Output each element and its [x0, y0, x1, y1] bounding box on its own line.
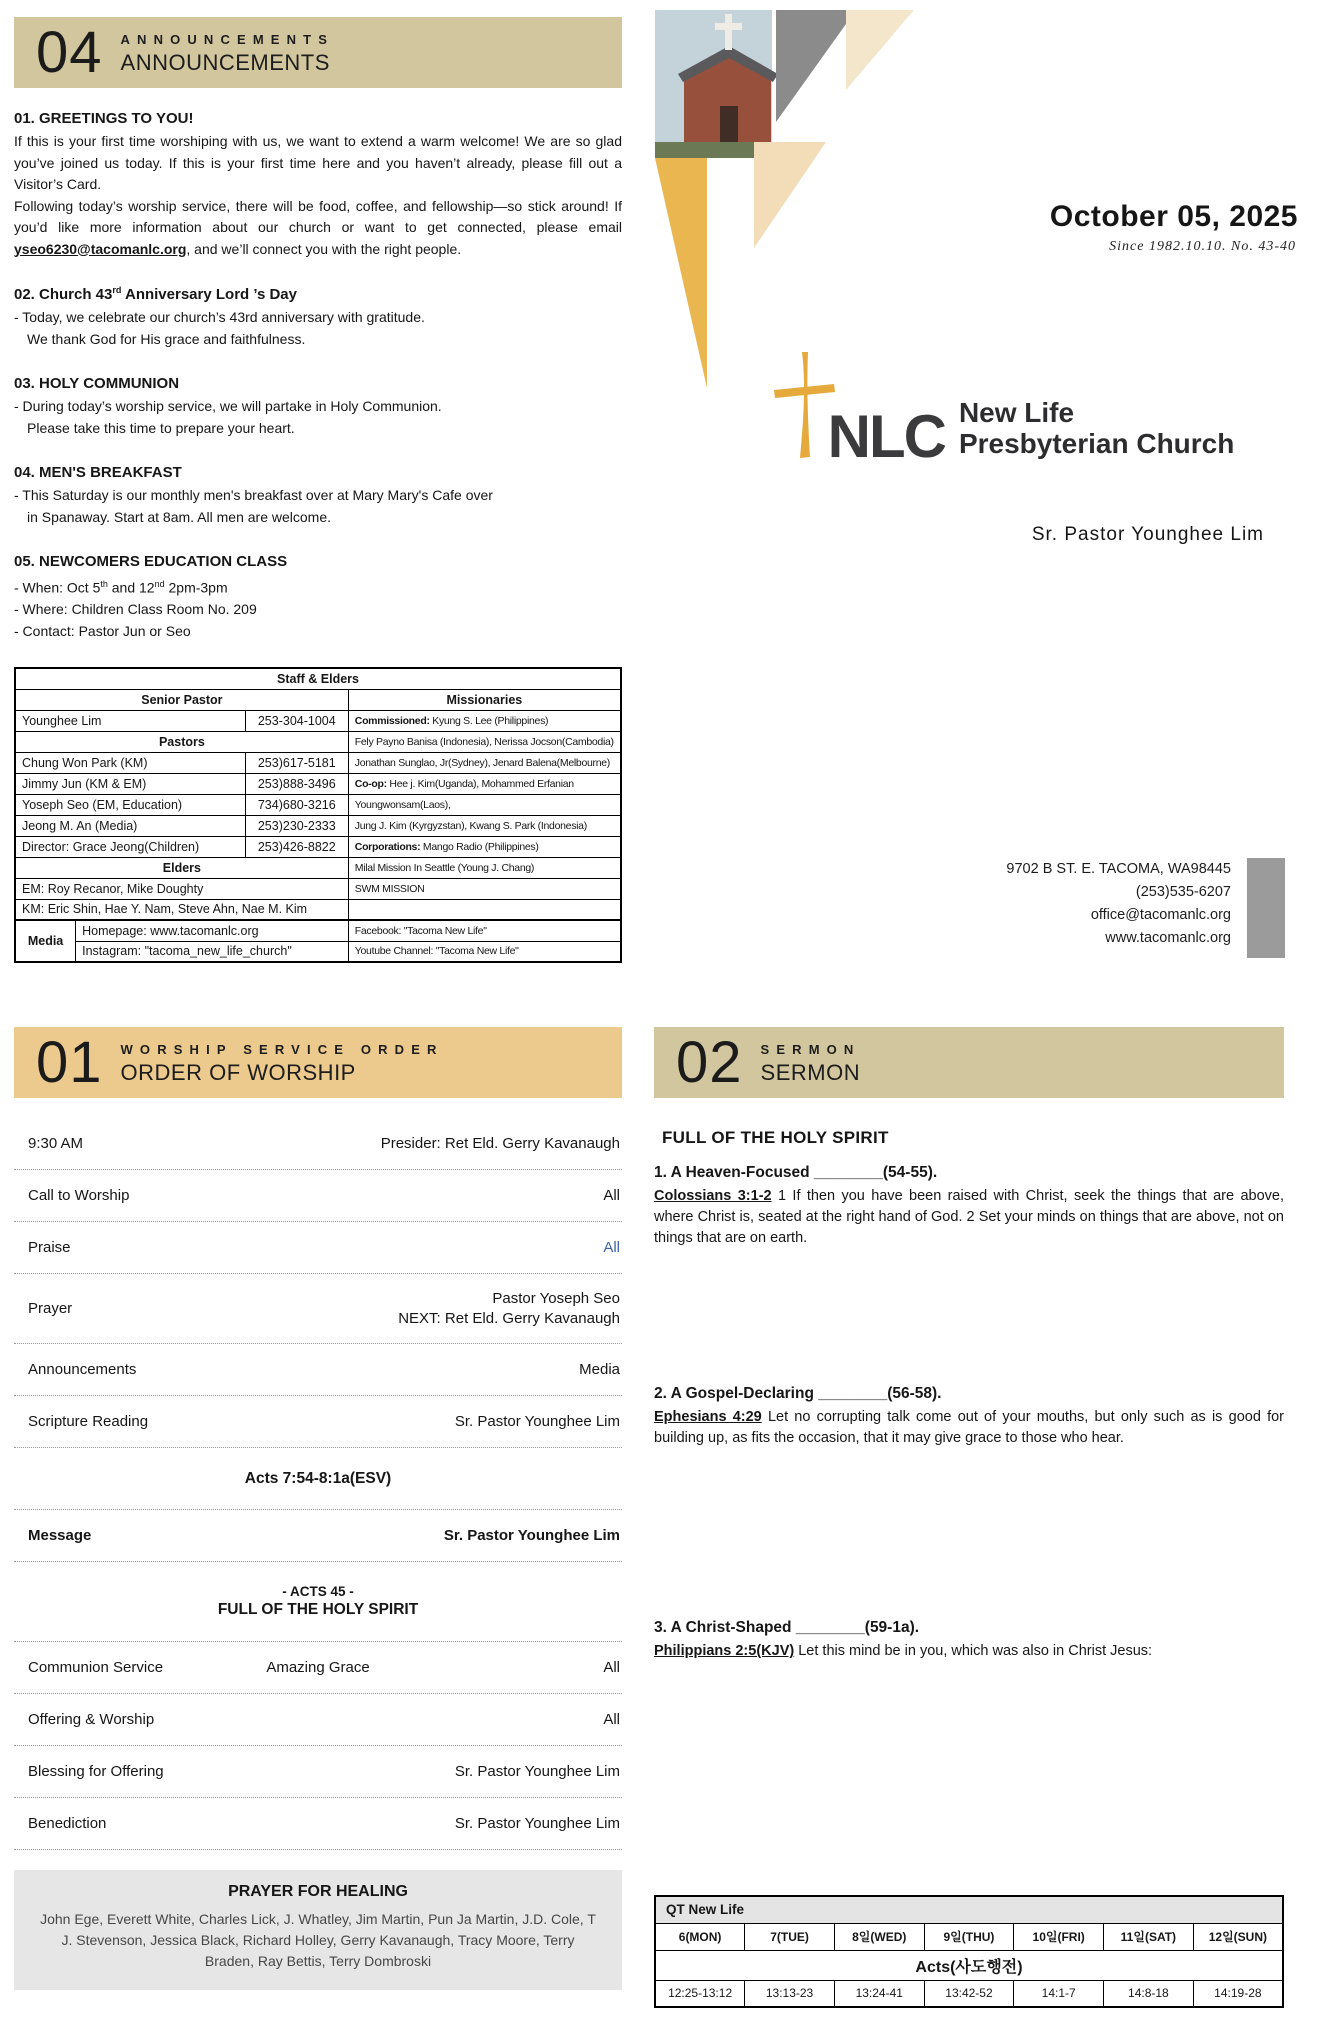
worship-item-label: Message [28, 1527, 92, 1544]
text-segment: - Where: Children Class Room No. 209 [14, 601, 257, 618]
gray-triangle [776, 10, 856, 122]
qt-days-row [655, 1923, 1283, 1950]
logo-church-name [959, 398, 1234, 462]
worship-item-label: Offering & Worship [28, 1711, 155, 1728]
announcement-title [14, 553, 622, 570]
worship-item-label: 9:30 AM [28, 1135, 84, 1152]
announcement-item [14, 285, 622, 350]
staff-table-row [15, 857, 621, 878]
staff-table-row [15, 752, 621, 773]
text-segment: , and we’ll connect you with the right people. [186, 240, 462, 257]
scripture-ref: Philippians 2:5(KJV) [654, 1643, 795, 1659]
qt-day-cell: 6(MON) [655, 1923, 745, 1950]
worship-item-label: Announcements [28, 1361, 137, 1378]
logo-abbreviation: NLC [827, 403, 945, 470]
staff-table-row [15, 794, 621, 815]
staff-table-cell: 253)230-2333 [245, 815, 348, 836]
worship-item-value: All [603, 1711, 620, 1728]
announcement-title [14, 285, 622, 303]
worship-row [14, 1448, 622, 1510]
worship-item-value: Sr. Pastor Younghee Lim [454, 1763, 620, 1780]
worship-item-label: Communion Service [28, 1659, 164, 1676]
worship-item-value: Media [579, 1361, 620, 1378]
qt-time-cell: 12:25-13:12 [655, 1980, 745, 2007]
qt-time-cell: 13:13-23 [745, 1980, 835, 2007]
prayer-title: PRAYER FOR HEALING [228, 1883, 408, 1900]
worship-item-value-line: Pastor Yoseph Seo [492, 1289, 620, 1307]
superscript-text: rd [112, 285, 122, 295]
announcement-item [14, 553, 622, 642]
staff-table-cell: SWM MISSION [348, 878, 621, 899]
section-04-banner [14, 17, 622, 88]
staff-table-cell: 253)617-5181 [245, 752, 348, 773]
staff-table-cell: Homepage: www.tacomanlc.org [76, 920, 349, 941]
qt-day-cell: 10일(FRI) [1014, 1923, 1104, 1950]
worship-row [14, 1274, 622, 1344]
staff-table-cell: KM: Eric Shin, Hae Y. Nam, Steve Ahn, Nae M. Kim [15, 899, 348, 920]
staff-table-cell: Director: Grace Jeong(Children) [15, 836, 245, 857]
order-of-worship-section [14, 1027, 622, 1990]
sermon-point [654, 1385, 1304, 1449]
section-labels [121, 1040, 444, 1086]
sermon-point [654, 1619, 1304, 1662]
announcement-text [14, 329, 622, 351]
announcement-text [14, 599, 622, 621]
section-spaced-label: ANNOUNCEMENTS [120, 31, 335, 47]
announcements-list [14, 110, 622, 642]
section-number: 01 [36, 1029, 103, 1095]
staff-table-cell: Chung Won Park (KM) [15, 752, 245, 773]
worship-item-value: Sr. Pastor Younghee Lim [454, 1815, 620, 1832]
bold-prefix: Co-op: [354, 777, 387, 790]
text-segment: Please take this time to prepare your heart. [27, 419, 295, 436]
staff-table-cell: Pastors [15, 731, 348, 752]
sermon-point-title: 1. A Heaven-Focused ________(54-55). [654, 1164, 938, 1181]
text-segment: and 12 [107, 579, 155, 596]
address-line: (253)535-6207 [1135, 884, 1231, 900]
sermon-title: FULL OF THE HOLY SPIRIT [662, 1128, 889, 1147]
worship-row [14, 1694, 622, 1746]
staff-table-cell: Yoseph Seo (EM, Education) [15, 794, 245, 815]
sermon-section [654, 1027, 1304, 2040]
staff-table-cell: Younghee Lim [15, 710, 245, 731]
text-segment: - This Saturday is our monthly men's breakfast over at Mary Mary's Cafe over [14, 487, 493, 503]
logo-line2: Presbyterian Church [958, 428, 1235, 460]
qt-day-cell: 11일(SAT) [1104, 1923, 1194, 1950]
qt-title-cell: QT New Life [655, 1896, 1283, 1923]
worship-item-value-line: NEXT: Ret Eld. Gerry Kavanaugh [398, 1309, 620, 1327]
staff-table-row [15, 731, 621, 752]
cream-triangle [846, 10, 914, 90]
announcement-title [14, 464, 622, 481]
staff-table-cell: 734)680-3216 [245, 794, 348, 815]
staff-table-cell: Jung J. Kim (Kyrgyzstan), Kwang S. Park (Indonesia) [348, 815, 621, 836]
worship-row [14, 1562, 622, 1642]
sermon-point-title: 2. A Gospel-Declaring ________(56-58). [654, 1385, 942, 1402]
section-labels [761, 1040, 861, 1086]
gold-triangle [655, 158, 707, 388]
staff-table-cell: Jimmy Jun (KM & EM) [15, 773, 245, 794]
staff-table-cell: Missionaries [348, 689, 621, 710]
qt-title-row [655, 1896, 1283, 1923]
qt-book-cell: Acts(사도행전) [655, 1950, 1283, 1980]
staff-table-cell: 253)426-8822 [245, 836, 348, 857]
staff-table-row [15, 836, 621, 857]
staff-table-cell: Youtube Channel: "Tacoma New Life" [348, 941, 621, 962]
worship-center-text: Acts 7:54-8:1a(ESV) [244, 1469, 392, 1487]
staff-table-cell: Senior Pastor [15, 689, 348, 710]
worship-row [14, 1746, 622, 1798]
staff-table-cell: Elders [15, 857, 348, 878]
bold-prefix: Commissioned: [354, 714, 430, 727]
qt-day-cell: 8일(WED) [834, 1923, 924, 1950]
announcement-item [14, 110, 622, 260]
qt-time-cell: 14:8-18 [1104, 1980, 1194, 2007]
text-segment: 01. GREETINGS TO YOU! [14, 110, 194, 127]
church-photo [655, 10, 778, 158]
prayer-for-healing-box [14, 1870, 622, 1990]
worship-row [14, 1510, 622, 1562]
staff-table-row [15, 773, 621, 794]
worship-item-value: All [603, 1659, 620, 1676]
worship-item-label: Scripture Reading [28, 1413, 149, 1430]
announcement-text [14, 418, 622, 440]
prayer-names: John Ege, Everett White, Charles Lick, J. Whatley, Jim Martin, Pun Ja Martin, J.D. Cole, T J. Stevenson, Jessica Black, Richard Holley, Gerry Kavanaugh, Tracy Moore, Terry Braden, Ray Bettis, Terry Dombroski [40, 1911, 596, 1969]
staff-elders-table [14, 667, 622, 963]
worship-row [14, 1118, 622, 1170]
announcement-text [14, 574, 622, 599]
address-lines [1006, 858, 1231, 950]
announcement-text [14, 507, 622, 529]
qt-time-cell: 13:42-52 [924, 1980, 1014, 2007]
worship-item-middle: Amazing Grace [266, 1659, 370, 1676]
email-link[interactable]: yseo6230@tacomanlc.org [14, 240, 187, 257]
staff-table-cell: Jonathan Sunglao, Jr(Sydney), Jenard Balena(Melbourne) [348, 752, 621, 773]
worship-row [14, 1170, 622, 1222]
church-address-block [1006, 858, 1304, 958]
worship-center-text: - ACTS 45 - [282, 1584, 354, 1599]
text-segment: 04. MEN'S BREAKFAST [14, 464, 182, 481]
worship-item-value: All [603, 1187, 620, 1204]
announcement-title [14, 375, 622, 392]
text-segment: 03. HOLY COMMUNION [14, 375, 180, 392]
sermon-point-body: Ephesians 4:29 Let no corrupting talk come out of your mouths, but only such as is good for building up, as fits the occasion, that it may give grace to those who hear. [654, 1409, 1284, 1446]
section-label: ORDER OF WORSHIP [120, 1059, 356, 1085]
announcement-item [14, 464, 622, 528]
announcement-text [14, 621, 622, 643]
sermon-point-body: Philippians 2:5(KJV) Let this mind be in you, which was also in Christ Jesus: [654, 1643, 1153, 1659]
qt-table [654, 1895, 1284, 2008]
worship-item-value: Sr. Pastor Younghee Lim [454, 1413, 620, 1430]
staff-elders-table-body [15, 668, 621, 962]
section-labels [121, 30, 335, 76]
worship-row [14, 1396, 622, 1448]
announcement-title [14, 110, 622, 127]
text-segment: 05. NEWCOMERS EDUCATION CLASS [14, 553, 288, 570]
sermon-point-body: Colossians 3:1-2 1 If then you have been raised with Christ, seek the things that are above, where Christ is, seated at the right hand of God. 2 Set your minds on things that are above, not on things that are on earth. [654, 1188, 1284, 1246]
section-number: 04 [36, 19, 103, 85]
text-segment: - When: Oct 5 [14, 579, 101, 596]
qt-day-cell: 7(TUE) [745, 1923, 835, 1950]
staff-table-cell: 253-304-1004 [245, 710, 348, 731]
staff-table-cell: EM: Roy Recanor, Mike Doughty [15, 878, 348, 899]
qt-time-cell: 14:19-28 [1193, 1980, 1283, 2007]
staff-table-cell: Instagram: "tacoma_new_life_church" [76, 941, 349, 962]
section-spaced-label: WORSHIP SERVICE ORDER [120, 1041, 444, 1057]
worship-center-text: FULL OF THE HOLY SPIRIT [217, 1601, 419, 1618]
staff-table-row [15, 878, 621, 899]
qt-book-row [655, 1950, 1283, 1980]
staff-table-row [15, 941, 621, 962]
superscript-text: nd [154, 579, 165, 589]
qt-time-cell: 13:24-41 [834, 1980, 924, 2007]
staff-table-cell: Commissioned: Kyung S. Lee (Philippines) [348, 710, 621, 731]
staff-table-row [15, 689, 621, 710]
worship-item-label: Prayer [28, 1300, 73, 1317]
staff-table-row [15, 668, 621, 689]
worship-rows [14, 1118, 622, 1850]
worship-item-value: Presider: Ret Eld. Gerry Kavanaugh [380, 1135, 620, 1152]
staff-table-cell: Jeong M. An (Media) [15, 815, 245, 836]
announcement-text [14, 485, 622, 507]
superscript-text: th [100, 579, 108, 589]
bold-prefix: Corporations: [354, 840, 421, 853]
bulletin-since-number: Since 1982.10.10. No. 43-40 [1109, 239, 1296, 254]
staff-table-cell: Youngwonsam(Laos), [348, 794, 621, 815]
staff-table-cell: Fely Payno Banisa (Indonesia), Nerissa Jocson(Cambodia) [348, 731, 621, 752]
worship-row [14, 1344, 622, 1396]
staff-table-cell: Facebook: "Tacoma New Life" [348, 920, 621, 941]
staff-table-cell: Media [15, 920, 76, 962]
text-segment: Anniversary Lord ’s Day [121, 286, 297, 303]
worship-row [14, 1222, 622, 1274]
text-segment: - During today’s worship service, we will partake in Holy Communion. [14, 398, 442, 414]
staff-table-cell: 253)888-3496 [245, 773, 348, 794]
address-line: 9702 B ST. E. TACOMA, WA98445 [1006, 861, 1231, 877]
qt-table-body [655, 1896, 1283, 2007]
qt-times-row [655, 1980, 1283, 2007]
worship-item-value: All [603, 1239, 620, 1256]
text-segment: We thank God for His grace and faithfulness. [27, 330, 306, 347]
staff-table-row [15, 899, 621, 920]
announcement-text [14, 307, 622, 329]
staff-table-cell: Corporations: Mango Radio (Philippines) [348, 836, 621, 857]
text-segment: - Today, we celebrate our church’s 43rd anniversary with gratitude. [14, 309, 425, 325]
staff-table-cell: Staff & Elders [15, 668, 621, 689]
section-01-banner [14, 1027, 622, 1098]
text-segment: in Spanaway. Start at 8am. All men are welcome. [27, 508, 331, 525]
sermon-points [654, 1164, 1304, 1662]
staff-table-row [15, 815, 621, 836]
section-spaced-label: SERMON [760, 1041, 861, 1057]
worship-item-value [398, 1289, 622, 1329]
text-segment: 2pm-3pm [164, 579, 228, 596]
section-02-banner [654, 1027, 1284, 1098]
text-segment: Following today’s worship service, there will be food, coffee, and fellowship—so stick around! If you’d like more information about our church or want to get connected, please email [14, 197, 622, 235]
worship-item-label: Praise [28, 1239, 71, 1256]
cover-collage [654, 10, 914, 490]
bulletin-date: October 05, 2025 [1049, 200, 1298, 233]
announcement-text [14, 131, 622, 196]
text-segment: If this is your first time worshiping with us, we want to extend a warm welcome! We are so glad you’ve joined us today. If this is your first time here and you haven’t already, please fill out a Visitor’s Card. [14, 133, 622, 192]
staff-table-row [15, 710, 621, 731]
text-segment: 02. Church 43 [14, 286, 113, 303]
qt-day-cell: 9일(THU) [924, 1923, 1014, 1950]
staff-table-cell [348, 899, 621, 920]
worship-item-value: Sr. Pastor Younghee Lim [443, 1527, 620, 1544]
qt-time-cell: 14:1-7 [1014, 1980, 1104, 2007]
address-line: www.tacomanlc.org [1105, 930, 1231, 946]
gray-bar-decoration [1247, 858, 1285, 958]
staff-table-row [15, 920, 621, 941]
worship-item-label: Blessing for Offering [28, 1763, 164, 1780]
section-label: SERMON [760, 1059, 861, 1085]
scripture-ref: Ephesians 4:29 [654, 1409, 762, 1425]
sermon-point-title: 3. A Christ-Shaped ________(59-1a). [654, 1619, 920, 1636]
scripture-ref: Colossians 3:1-2 [654, 1188, 772, 1204]
staff-table-cell: Co-op: Hee j. Kim(Uganda), Mohammed Erfanian [348, 773, 621, 794]
qt-day-cell: 12일(SUN) [1193, 1923, 1283, 1950]
senior-pastor-name: Sr. Pastor Younghee Lim [1031, 524, 1264, 545]
worship-item-label: Benediction [28, 1815, 107, 1832]
address-line: office@tacomanlc.org [1090, 907, 1231, 923]
section-label: ANNOUNCEMENTS [120, 49, 330, 75]
masthead [654, 0, 1304, 1010]
worship-item-label: Call to Worship [28, 1187, 130, 1204]
announcement-text [14, 396, 622, 418]
text-segment: - Contact: Pastor Jun or Seo [14, 622, 191, 639]
announcements-section [14, 17, 622, 963]
worship-row [14, 1798, 622, 1850]
sermon-point [654, 1164, 1304, 1249]
announcement-item [14, 375, 622, 439]
worship-row [14, 1642, 622, 1694]
cream-triangle-2 [754, 142, 826, 248]
section-number: 02 [676, 1029, 743, 1095]
staff-table-cell: Milal Mission In Seattle (Young J. Chang) [348, 857, 621, 878]
announcement-text [14, 196, 622, 261]
logo-line1: New Life [958, 397, 1075, 429]
